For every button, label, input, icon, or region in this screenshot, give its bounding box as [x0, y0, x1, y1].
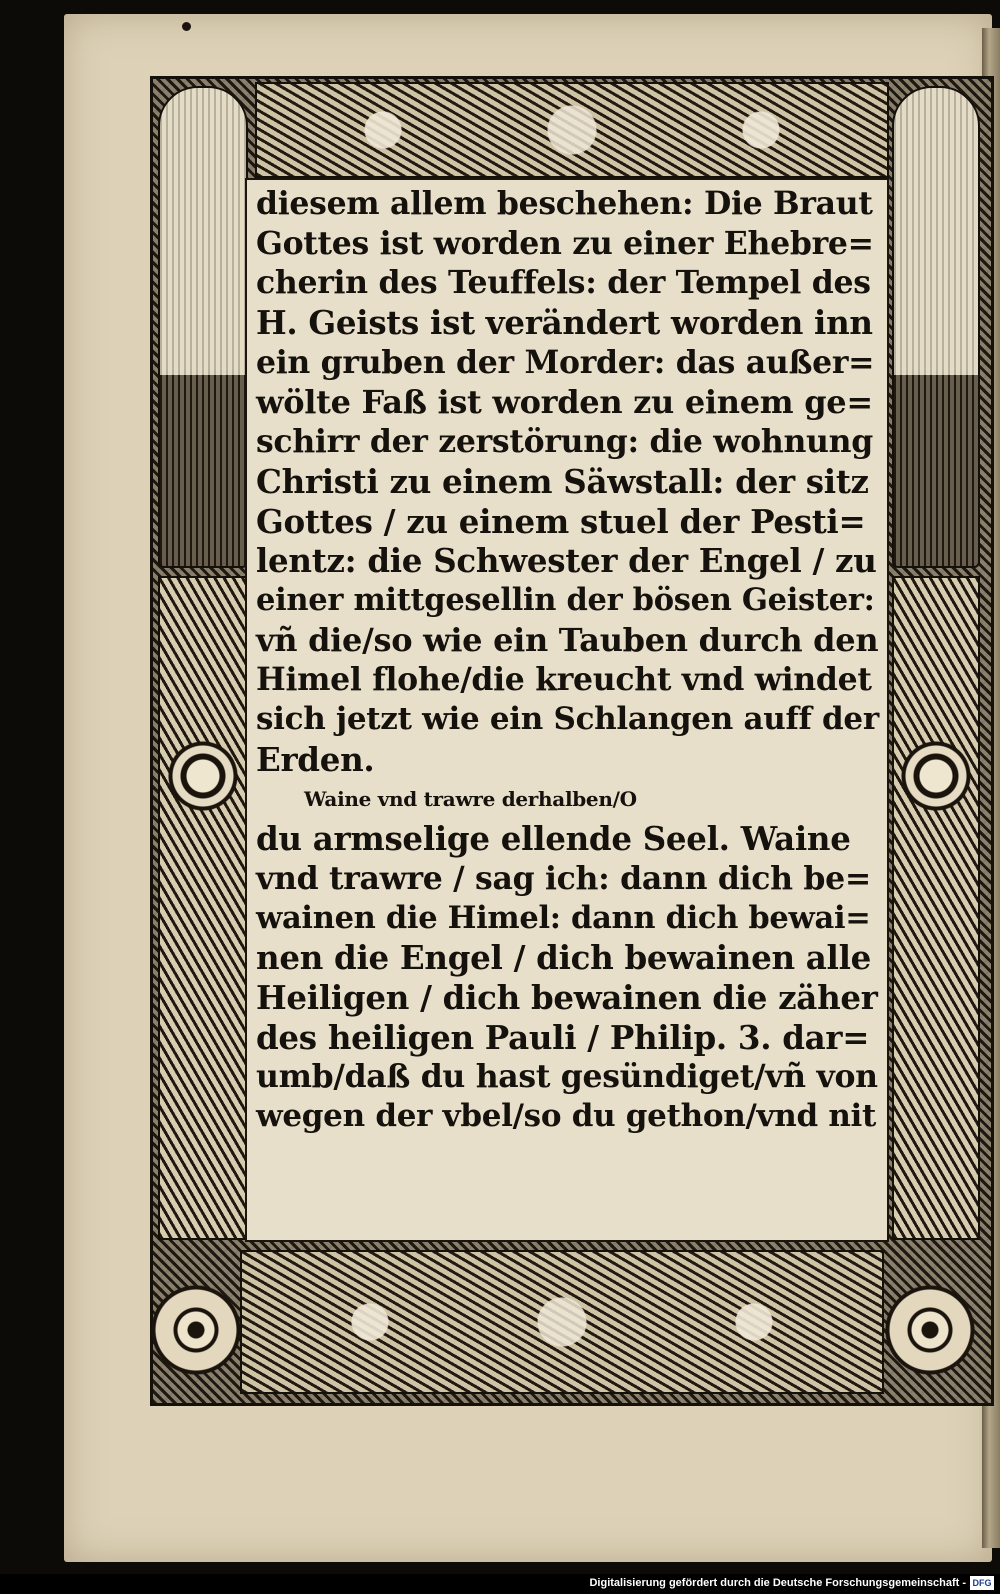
text-line: Heiligen / dich bewainen die zäher [256, 978, 878, 1018]
text-line: wegen der vbel/so du gethon/vnd nit [256, 1098, 877, 1135]
woodcut-scroll-left [158, 576, 248, 1240]
text-line: Gottes / zu einem stuel der Pesti= [256, 501, 866, 541]
text-line: umb/daß du hast gesündiget/vñ von [256, 1058, 878, 1096]
rosette-ornament-left [146, 1280, 246, 1380]
woodcut-header-ornament [255, 82, 889, 178]
text-line: einer mittgesellin der bösen Geister: [256, 582, 875, 619]
text-line: vnd trawre / sag ich: dann dich be= [256, 859, 871, 897]
text-line: wölte Faß ist worden zu einem ge= [256, 382, 873, 421]
woodcut-scroll-right [892, 576, 980, 1240]
woodcut-figure-right [892, 86, 980, 568]
ink-spot [182, 22, 191, 31]
text-line: schirr der zerstörung: die wohnung [256, 423, 873, 461]
text-line: du armselige ellende Seel. Waine [256, 819, 851, 859]
text-line: ein gruben der Morder: das außer= [256, 343, 875, 381]
text-line: Christi zu einem Säwstall: der sitz [256, 461, 869, 501]
text-line: vñ die/so wie ein Tauben durch den [256, 620, 879, 659]
text-line: lentz: die Schwester der Engel / zu [256, 541, 877, 581]
woodcut-figure-left [158, 86, 248, 568]
funding-credit: Digitalisierung gefördert durch die Deutsche Forschungsgemeinschaft - [589, 1577, 966, 1589]
page-text [256, 184, 880, 1137]
text-line: Himel flohe/die kreucht vnd windet [256, 661, 872, 699]
text-line: H. Geists ist verändert worden inn [256, 303, 873, 343]
text-line: sich jetzt wie ein Schlangen auff der [256, 701, 879, 738]
paragraph-start-line: Waine vnd trawre derhalben/O [304, 786, 637, 811]
text-line: Gottes ist worden zu einer Ehebre= [256, 224, 874, 262]
text-line: nen die Engel / dich bewainen alle [256, 938, 872, 978]
text-line: diesem allem beschehen: Die Braut [256, 185, 873, 222]
text-line: cherin des Teuffels: der Tempel des [256, 264, 871, 302]
text-line: wainen die Himel: dann dich bewai= [256, 899, 871, 936]
text-line: Erden. [256, 739, 375, 779]
woodcut-footer-ornament [240, 1250, 884, 1394]
dfg-logo[interactable]: DFG [970, 1576, 994, 1590]
text-line: des heiligen Pauli / Philip. 3. dar= [256, 1017, 870, 1057]
rosette-ornament-right [880, 1280, 980, 1380]
